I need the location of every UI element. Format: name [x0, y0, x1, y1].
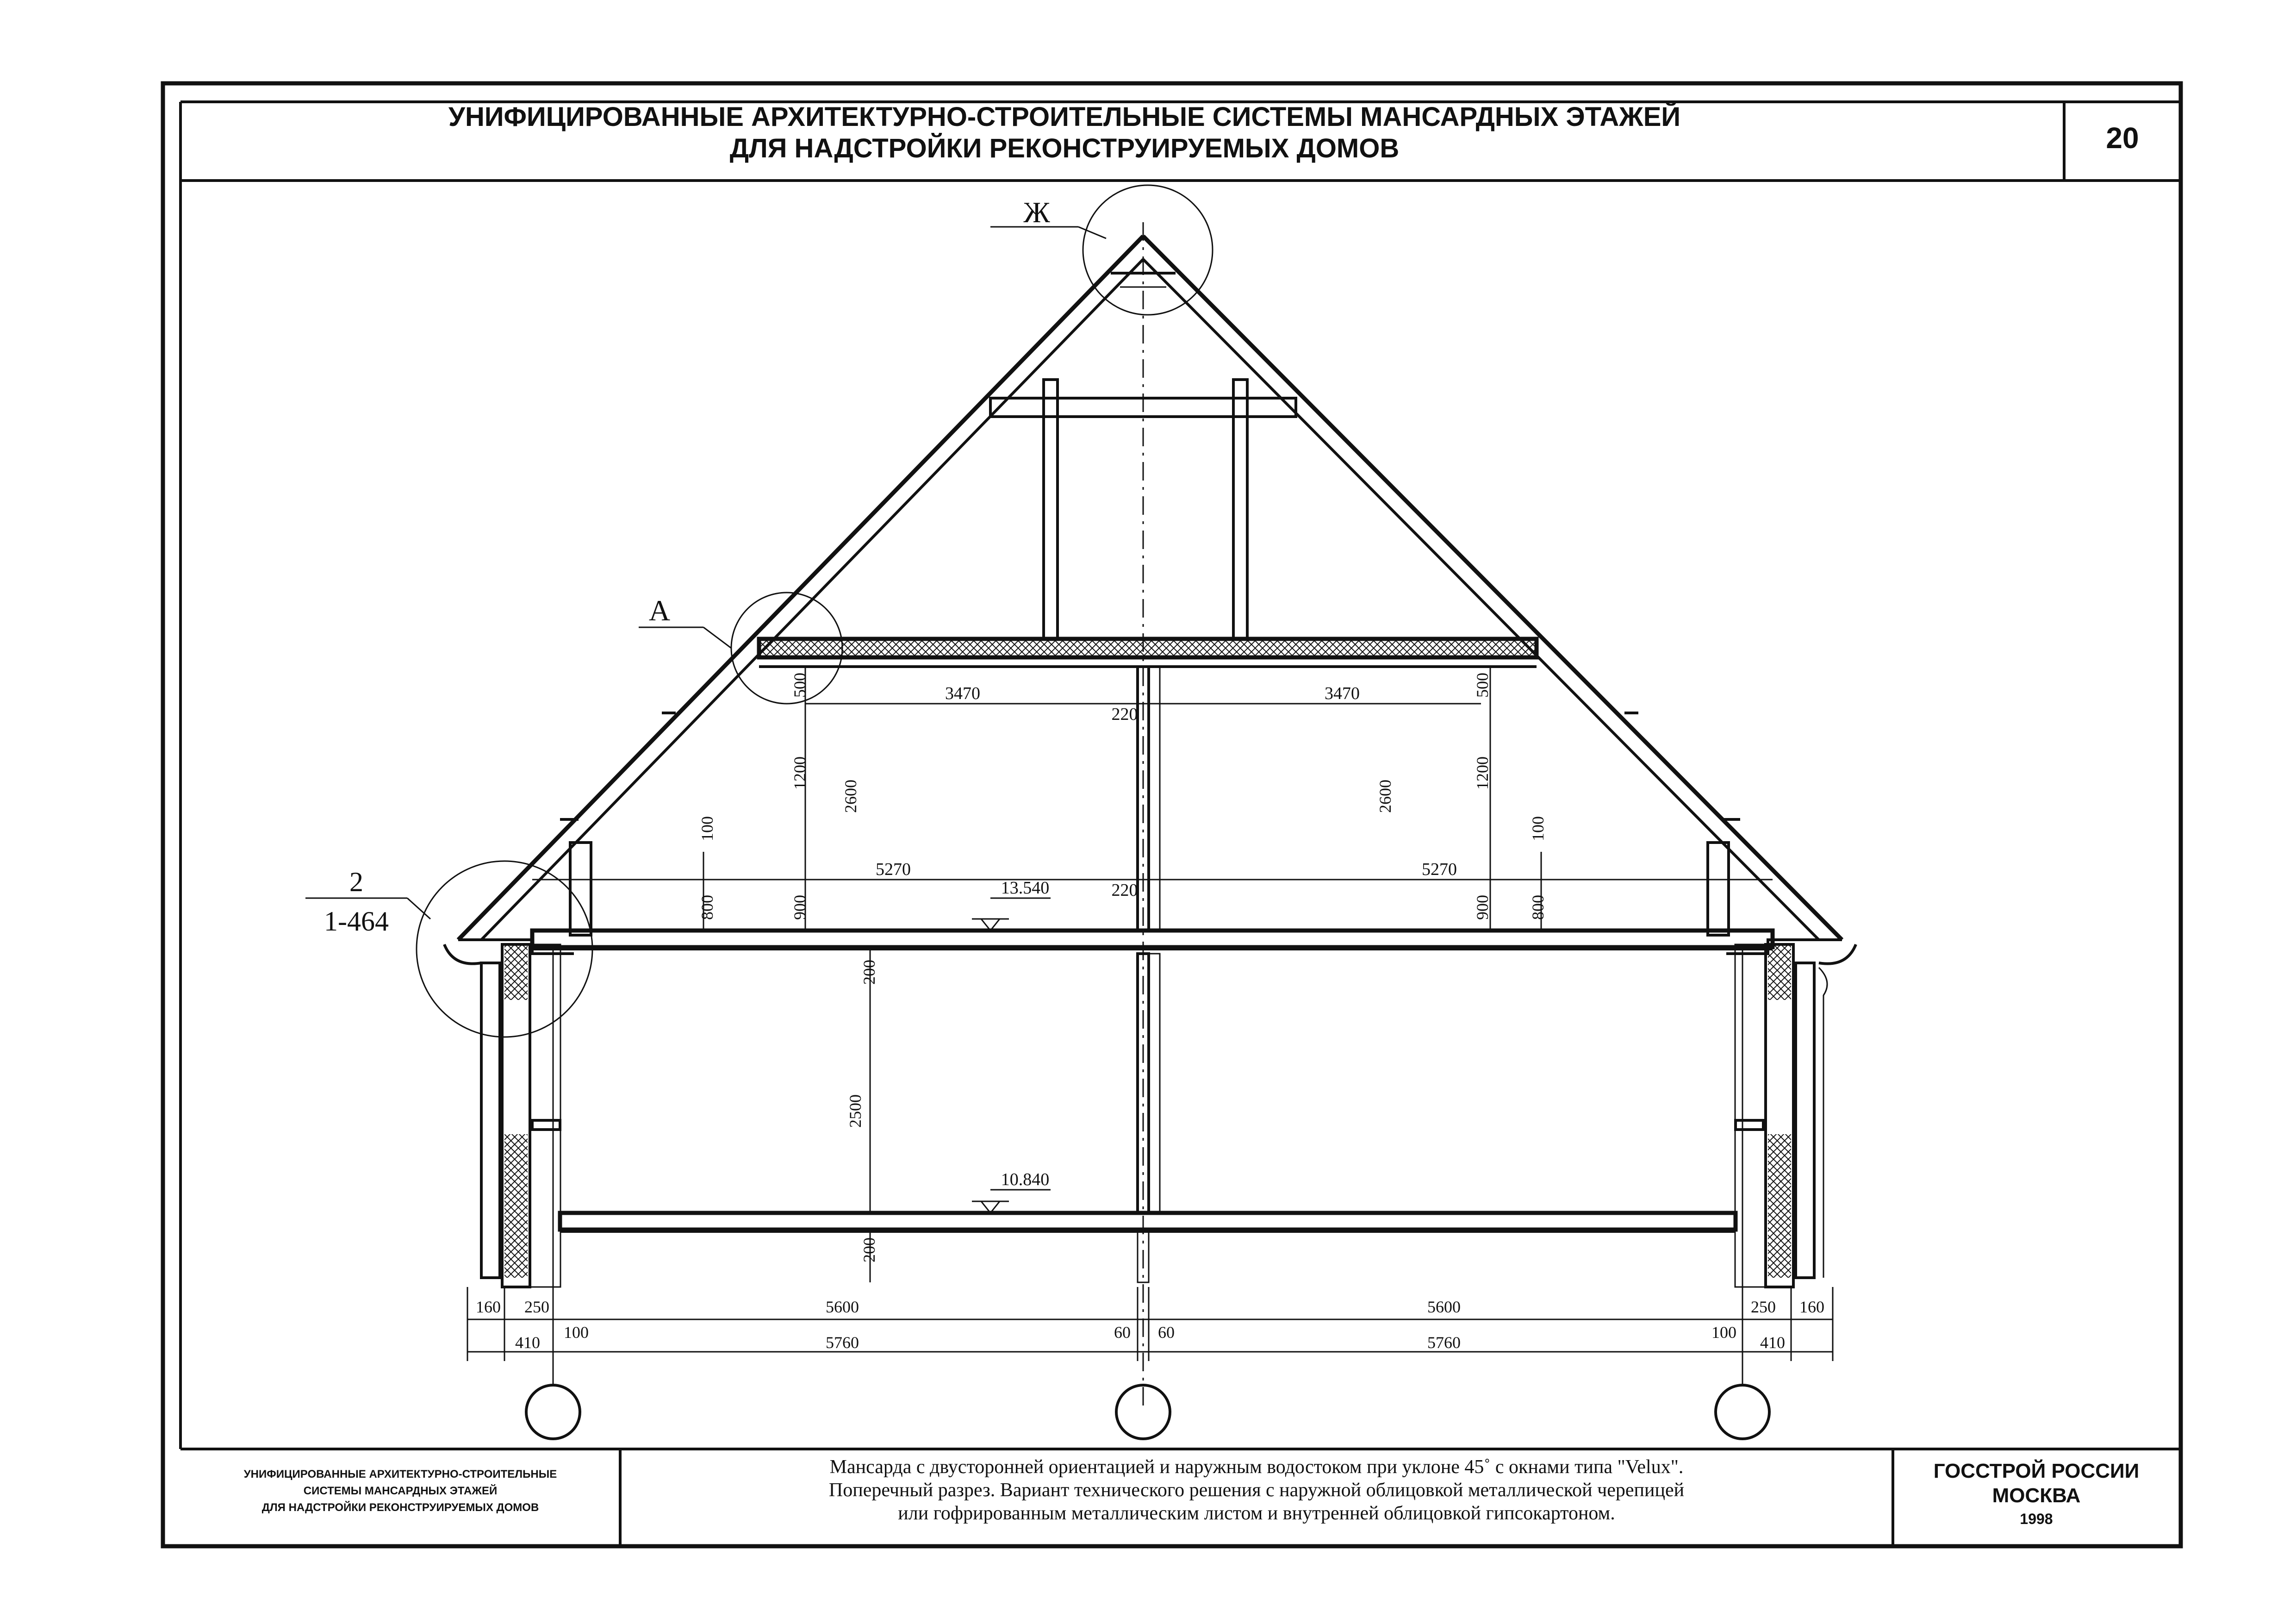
callout-section-bottom: 1-464	[324, 906, 389, 937]
dim-row1b-2: 60	[1158, 1323, 1175, 1342]
dim-2600-left: 2600	[841, 780, 860, 813]
callout-section-top: 2	[349, 867, 363, 897]
dim-top-span-left: 3470	[945, 684, 980, 703]
header-title-line1: УНИФИЦИРОВАННЫЕ АРХИТЕКТУРНО-СТРОИТЕЛЬНЫЕ СИСТЕМЫ МАНСАРДНЫХ ЭТАЖЕЙ	[448, 102, 1681, 132]
dim-row1-1: 250	[524, 1298, 549, 1316]
org-line3: 1998	[2020, 1511, 2053, 1527]
elevation-upper: 13.540	[1001, 878, 1050, 898]
dim-row1-5: 160	[1799, 1298, 1824, 1316]
dim-row2-1: 5760	[826, 1333, 859, 1352]
dim-row1-0: 160	[476, 1298, 501, 1316]
attic-dimensions	[532, 704, 1773, 880]
page-number: 20	[2106, 121, 2139, 155]
org-line1: ГОССТРОЙ РОССИИ	[1933, 1460, 2140, 1482]
title-block	[180, 102, 2181, 1546]
title-block-left-line1: УНИФИЦИРОВАННЫЕ АРХИТЕКТУРНО-СТРОИТЕЛЬНЫЕ	[243, 1468, 557, 1480]
dim-row1-2: 5600	[826, 1298, 859, 1316]
dim-row1b-0: 100	[564, 1323, 589, 1342]
bottom-dimension-chains	[467, 1287, 1833, 1361]
dim-row2-0: 410	[515, 1333, 540, 1352]
dim-mid-span-right: 5270	[1422, 860, 1457, 879]
dim-800-right: 800	[1529, 895, 1547, 920]
org-line2: МОСКВА	[1992, 1484, 2081, 1507]
elevation-lower: 10.840	[1001, 1170, 1050, 1189]
dim-floor-height: 2500	[846, 1094, 865, 1128]
callout-zh: Ж	[1023, 196, 1050, 229]
axis-bubble-right	[1716, 1385, 1769, 1439]
dim-100-left: 100	[698, 816, 716, 841]
title-block-left-line3: ДЛЯ НАДСТРОЙКИ РЕКОНСТРУИРУЕМЫХ ДОМОВ	[261, 1501, 539, 1514]
dim-row2-2: 5760	[1427, 1333, 1461, 1352]
dim-1200-left: 1200	[790, 756, 809, 790]
dim-500-right: 500	[1473, 673, 1492, 698]
dim-mid-span-left: 5270	[876, 860, 911, 879]
callout-a: А	[648, 594, 671, 627]
dim-500-left: 500	[790, 673, 809, 698]
dim-top-span-right: 3470	[1325, 684, 1360, 703]
dim-row1-3: 5600	[1427, 1298, 1461, 1316]
dim-slab-top: 200	[860, 960, 878, 985]
title-block-left-line2: СИСТЕМЫ МАНСАРДНЫХ ЭТАЖЕЙ	[303, 1485, 498, 1497]
dim-1200-right: 1200	[1473, 756, 1492, 790]
dim-mid-gap: 220	[1111, 881, 1138, 900]
dim-row2-3: 410	[1760, 1333, 1785, 1352]
dim-900-left: 900	[790, 895, 809, 920]
dim-slab-bottom: 200	[860, 1237, 878, 1262]
header-title-line2: ДЛЯ НАДСТРОЙКИ РЕКОНСТРУИРУЕМЫХ ДОМОВ	[729, 133, 1400, 163]
title-block-desc-line1: Мансарда с двусторонней ориентацией и наружным водостоком при уклоне 45˚ с окнами типа "Velux".	[829, 1456, 1684, 1478]
dim-top-gap: 220	[1111, 705, 1138, 724]
attic-floor-slab	[532, 667, 1773, 949]
lower-floor	[481, 944, 1827, 1287]
axis-bubble-left	[526, 1385, 580, 1439]
dim-row1-4: 250	[1751, 1298, 1776, 1316]
title-block-desc-line2: Поперечный разрез. Вариант технического решения с наружной облицовкой металлической черепицей	[828, 1480, 1685, 1501]
dim-row1b-1: 60	[1114, 1323, 1131, 1342]
vertical-dimension-lines	[703, 667, 1541, 1282]
title-block-desc-line3: или гофрированным металлическим листом и внутренней облицовкой гипсокартоном.	[898, 1503, 1615, 1524]
dim-800-left: 800	[698, 895, 716, 920]
detail-circle-zh	[1083, 185, 1213, 315]
dim-100-right: 100	[1529, 816, 1547, 841]
dim-2600-right: 2600	[1376, 780, 1394, 813]
dim-row1b-3: 100	[1711, 1323, 1736, 1342]
dim-900-right: 900	[1473, 895, 1492, 920]
